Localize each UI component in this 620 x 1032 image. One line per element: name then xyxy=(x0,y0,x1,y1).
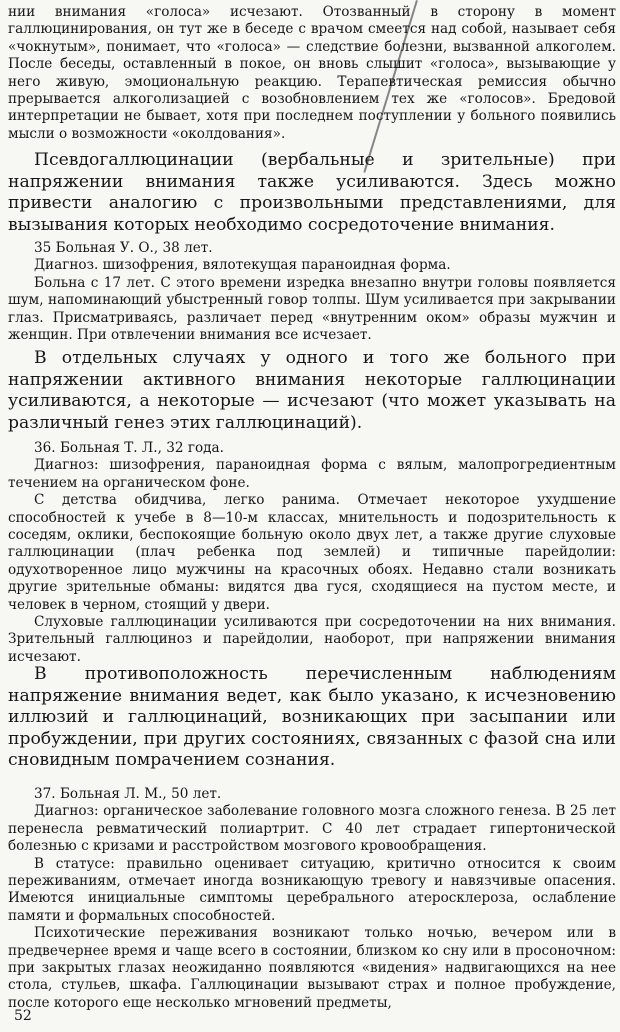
continued-paragraph-block xyxy=(8,4,616,143)
page-number: 52 xyxy=(14,1008,32,1024)
case-36-heading: 36. Больная Т. Л., 32 года. xyxy=(34,440,224,456)
case-37-heading: 37. Больная Л. М., 50 лет. xyxy=(34,786,222,802)
case-37-diagnosis: Диагноз: органическое заболевание головного мозга сложного генеза. В 25 лет перенесла ревматический полиартрит. С 40 лет страдает гипертонической болезнью с кризами и расстройством мозгового кровообращения. xyxy=(8,803,616,855)
case-35-heading: 35 Больная У. О., 38 лет. xyxy=(34,240,213,256)
continued-paragraph: нии внимания «голоса» исчезают. Отозванный в сторону в момент галлюцинирования, он тут же в беседе с врачом смеется над собой, называет себя «чокнутым», понимает, что «голоса» — следствие болезни, вызванной алкоголем. После беседы, оставленный в покое, он вновь слышит «голоса», вызывающие у него живую, эмоциональную реакцию. Терапевтическая ремиссия обычно прерывается алкоголизацией с возобновлением тех же «голосов». Бредовой интерпретации не бывает, хотя при последнем поступлении у больного появились мысли о возможности «околдования». xyxy=(8,4,616,142)
case-36-text-2: Слуховые галлюцинации усиливаются при сосредоточении на них внимания. Зрительный галлюциноз и парейдолии, наоборот, при напряжении внимания исчезают. xyxy=(8,614,616,665)
case-36 xyxy=(8,440,616,666)
paragraph-individual-cases: В отдельных случаях у одного и того же больного при напряжении активного внимания некоторые галлюцинации усиливаются, а некоторые — исчезают (что может указывать на различный генез этих галлюцинаций). xyxy=(8,348,616,433)
case-35 xyxy=(8,240,616,344)
book-page xyxy=(8,0,616,1032)
case-37-status: В статусе: правильно оценивает ситуацию, критично относится к своим переживаниям, отмечает иногда возникающую тревогу и навязчивые опасения. Имеются инициальные симптомы церебрального атеросклероза, ослабление памяти и формальных способностей. xyxy=(8,855,616,924)
case-35-diagnosis: Диагноз. шизофрения, вялотекущая параноидная форма. xyxy=(34,257,451,274)
case-37 xyxy=(8,786,616,1012)
paragraph-pseudohallucinations: Псевдогаллюцинации (вербальные и зрительные) при напряжении внимания также усиливаются. Здесь можно привести аналогию с произвольными представлениями, для вызывания которых необходимо сосредоточение внимания. xyxy=(8,150,616,235)
case-36-text-1: С детства обидчива, легко ранима. Отмечает некоторое ухудшение способностей к учебе в 8—10-м классах, мнительность и подозрительность к соседям, оклики, беспокоящие больную около двух лет, а также другие слуховые галлюцинации (плач ребенка под землей) и типичные парейдолии: одухотворенное лицо мужчины на красочных обоях. Недавно стали возникать другие зрительные обманы: видятся два гуся, сходящиеся на пустом месте, и человек в черном, стоящий у двери. xyxy=(8,492,616,613)
case-37-text: Психотические переживания возникают только ночью, вечером или в предвечернее время и чаще всего в состоянии, близком ко сну или в просоночном: при закрытых глазах неожиданно появляются «видения» надвигающихся на нее стола, стульев, шкафа. Галлюцинации вызывают страх и полное пробуждение, после которого еще несколько мгновений предметы, xyxy=(8,925,616,1011)
individual-paragraph-block xyxy=(8,348,616,434)
pseudo-paragraph-block xyxy=(8,150,616,236)
case-36-diagnosis: Диагноз: шизофрения, параноидная форма с вялым, малопрогредиентным течением на органическом фоне. xyxy=(8,457,616,491)
contrast-paragraph-block xyxy=(8,664,616,772)
case-35-text: Больна с 17 лет. С этого времени изредка внезапно внутри головы появляется шум, напоминающий убыстренный говор толпы. Шум усиливается при закрывании глаз. Присматриваясь, различает перед «внутренним оком» образы мужчин и женщин. При отвлечении внимания все исчезает. xyxy=(8,274,616,344)
paragraph-contrast: В противоположность перечисленным наблюдениям напряжение внимания ведет, как было указано, к исчезновению иллюзий и галлюцинаций, возникающих при засыпании или пробуждении, при других состояниях, связанных с фазой сна или сновидным помрачением сознания. xyxy=(8,664,616,771)
